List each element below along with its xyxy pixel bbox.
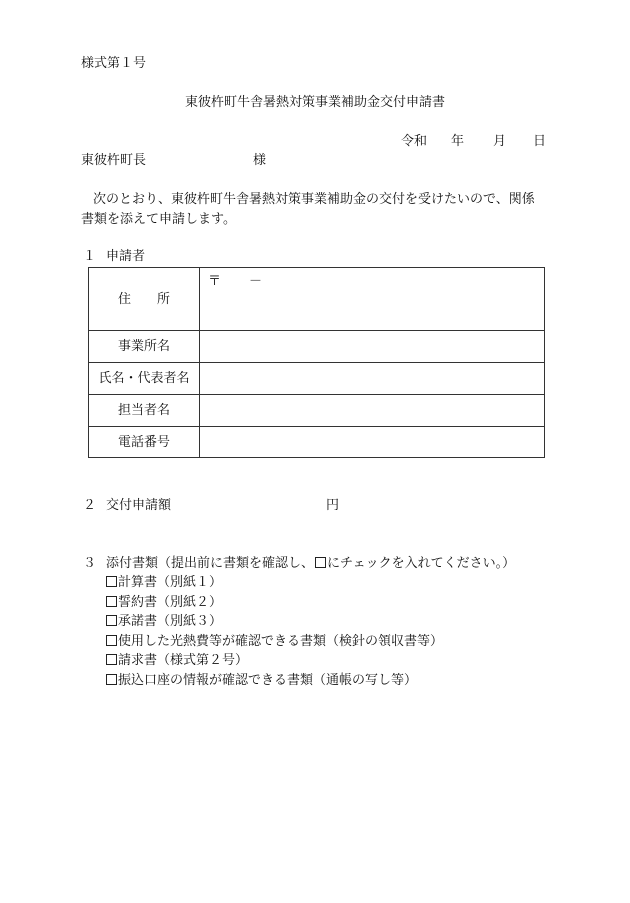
checkbox[interactable] (106, 576, 117, 587)
postal-mark-icon: 〒 (208, 274, 222, 289)
body-text-line1: 次のとおり、東彼杵町牛舎暑熱対策事業補助金の交付を受けたいので、関係 (93, 192, 535, 207)
checkbox-sample-icon (315, 557, 326, 568)
attachment-item (106, 654, 248, 667)
section1-number: １ (83, 249, 97, 264)
date-day: 日 (533, 134, 547, 149)
attachment-item (106, 615, 222, 628)
address-label-b: 所 (157, 291, 171, 307)
attachment-item-label: 計算書（別紙１） (118, 575, 223, 590)
address-label-a: 住 (117, 291, 131, 307)
section1-title: 申請者 (106, 249, 146, 264)
addressee-name: 東彼杵町長 (81, 153, 147, 168)
attachment-item (106, 576, 222, 589)
business-name-label: 事業所名 (89, 331, 200, 363)
attachment-item (106, 635, 443, 648)
addressee-honorific: 様 (253, 153, 267, 168)
address-row (89, 268, 545, 331)
business-name-row (89, 331, 545, 363)
contact-person-label: 担当者名 (89, 395, 200, 427)
phone-row (89, 427, 545, 458)
attachment-item-label: 使用した光熱費等が確認できる書類（検針の領収書等） (118, 634, 444, 649)
representative-row (89, 363, 545, 395)
address-label (89, 268, 200, 331)
attachment-item-label: 承諾書（別紙３） (118, 614, 223, 629)
phone-field[interactable] (200, 427, 545, 458)
form-number: 様式第１号 (81, 56, 147, 71)
body-text-line2: 書類を添えて申請します。 (81, 212, 236, 227)
checkbox[interactable] (106, 674, 117, 685)
business-name-field[interactable] (200, 331, 545, 363)
checkbox[interactable] (106, 596, 117, 607)
section2-title: 交付申請額 (106, 498, 172, 513)
document-title: 東彼杵町牛舎暑熱対策事業補助金交付申請書 (184, 95, 445, 110)
checkbox[interactable] (106, 615, 117, 626)
section3-note-before: （提出前に書類を確認し、 (158, 556, 315, 571)
contact-person-field[interactable] (200, 395, 545, 427)
section2-number: ２ (83, 498, 97, 513)
representative-label: 氏名・代表者名 (89, 363, 200, 395)
postal-dash: － (249, 274, 263, 289)
representative-field[interactable] (200, 363, 545, 395)
attachment-item (106, 596, 222, 609)
attachment-item (106, 674, 417, 687)
checkbox[interactable] (106, 654, 117, 665)
section2-unit: 円 (326, 498, 340, 513)
attachment-item-label: 振込口座の情報が確認できる書類（通帳の写し等） (118, 673, 418, 688)
date-month: 月 (493, 134, 507, 149)
date-era: 令和 (401, 134, 428, 149)
contact-person-row (89, 395, 545, 427)
date-year: 年 (451, 134, 465, 149)
checkbox[interactable] (106, 635, 117, 646)
section3-title: 添付書類 (106, 556, 159, 571)
section3-note-after: にチェックを入れてください。） (327, 556, 516, 571)
section3-heading (106, 557, 515, 570)
section3-number: ３ (83, 556, 97, 571)
address-field[interactable] (200, 268, 545, 331)
applicant-table (88, 267, 545, 458)
phone-label: 電話番号 (89, 427, 200, 458)
attachment-item-label: 請求書（様式第２号） (118, 653, 249, 668)
attachment-item-label: 誓約書（別紙２） (118, 595, 223, 610)
